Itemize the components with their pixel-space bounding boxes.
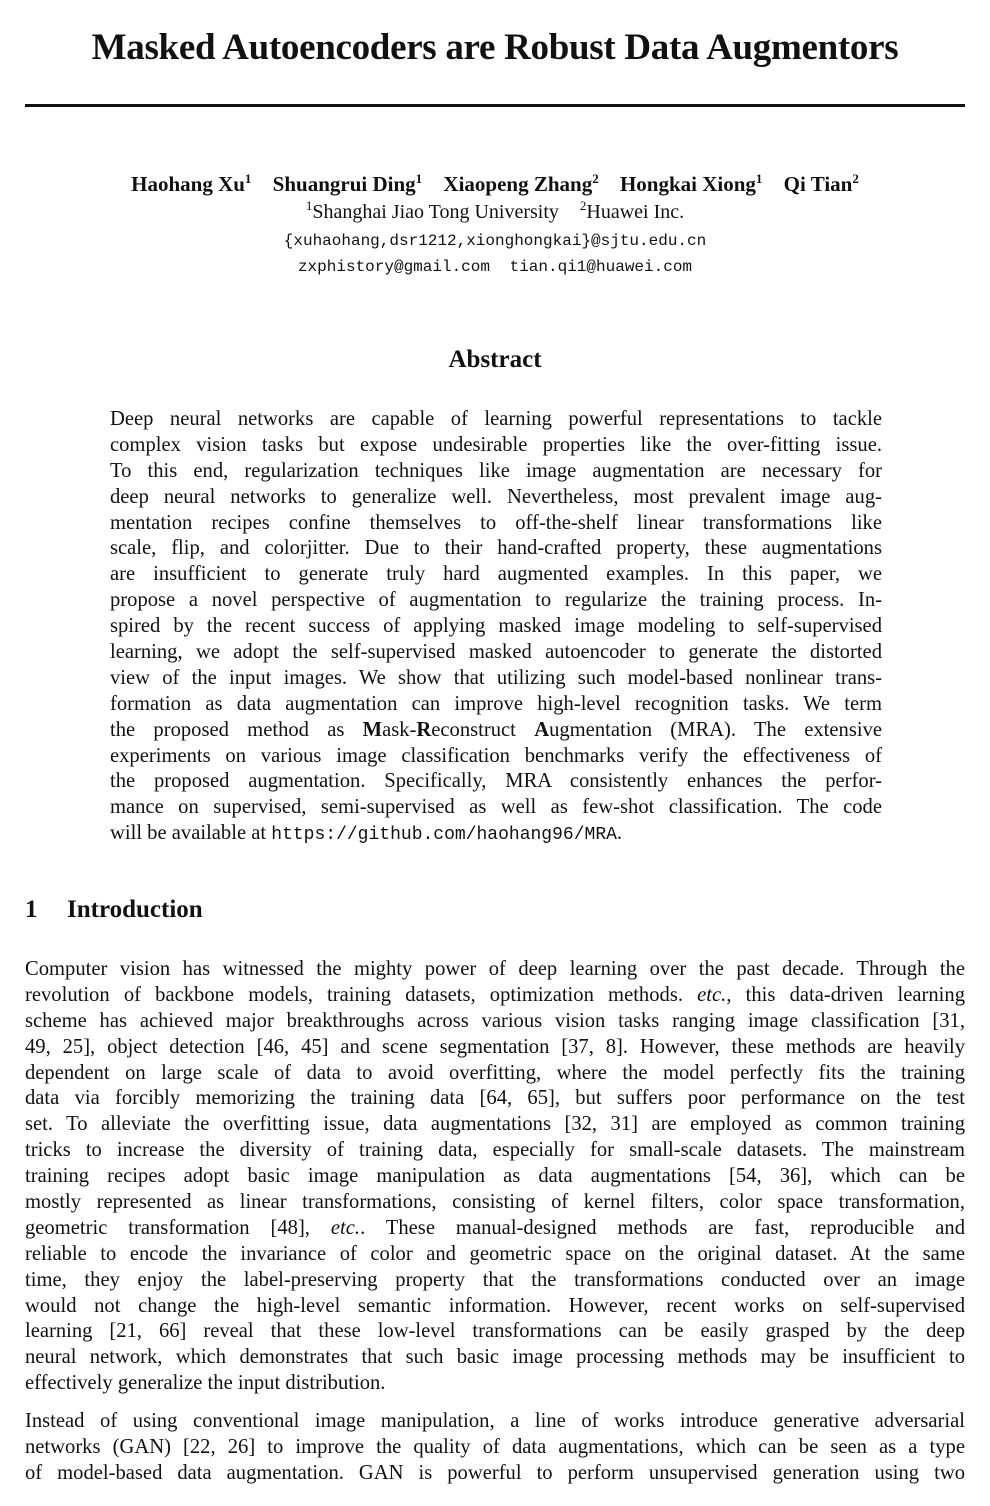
body-line: tricks to increase the diversity of training data, especially for small-scale datasets. The mainstream bbox=[25, 1139, 965, 1162]
body-line: would not change the high-level semantic information. However, recent works on self-supervised bbox=[25, 1294, 965, 1317]
abstract-line-mra: the proposed method as Mask-Reconstruct Augmentation (MRA). The extensive bbox=[110, 718, 883, 741]
abstract-body bbox=[110, 407, 882, 847]
body-line: effectively generalize the input distribution. bbox=[25, 1372, 386, 1395]
body-line: reliable to encode the invariance of color and geometric space on the original dataset. At the same bbox=[25, 1242, 965, 1265]
body-line: of model-based data augmentation. GAN is powerful to perform unsupervised generation using two bbox=[25, 1461, 965, 1484]
section-number: 1 bbox=[25, 896, 38, 923]
body-line: dependent on large scale of data to avoid overfitting, where the model perfectly fits the training bbox=[25, 1061, 965, 1084]
affiliation: $^1$Shanghai Jiao Tong University bbox=[305, 198, 559, 223]
section-heading bbox=[25, 896, 203, 924]
abstract-line: experiments on various image classification benchmarks verify the effectiveness of bbox=[110, 744, 882, 767]
body-line: 49, 25], object detection [46, 45] and scene segmentation [37, 8]. However, these methods are heavily bbox=[25, 1035, 965, 1058]
body-line: neural network, which demonstrates that such basic image processing methods may be insufficient to bbox=[25, 1346, 965, 1369]
abstract-line: spired by the recent success of applying masked image modeling to self-supervised bbox=[110, 615, 882, 638]
email: tian.qi1@huawei.com bbox=[509, 258, 693, 276]
body-line: scheme has achieved major breakthroughs across various vision tasks ranging image classification [31, bbox=[25, 1009, 965, 1032]
abstract-line: learning, we adopt the self-supervised masked autoencoder to generate the distorted bbox=[110, 641, 882, 664]
abstract-heading: Abstract bbox=[448, 346, 542, 373]
author-list bbox=[0, 172, 990, 197]
code-url-link[interactable]: https://github.com/haohang96/MRA bbox=[271, 825, 617, 846]
body-line: revolution of backbone models, training datasets, optimization methods. etc., this data-driven learning bbox=[25, 983, 965, 1006]
abstract-line: To this end, regularization techniques like image augmentation are necessary for bbox=[110, 459, 882, 482]
abstract-line: are insufficient to generate truly hard augmented examples. In this paper, we bbox=[110, 563, 882, 586]
abstract-line: deep neural networks to generalize well. Nevertheless, most prevalent image aug- bbox=[110, 485, 882, 508]
intro-paragraph-1 bbox=[25, 957, 965, 1397]
email-line bbox=[0, 258, 990, 276]
email-line: {xuhaohang,dsr1212,xionghongkai}@sjtu.edu.cn bbox=[283, 232, 707, 250]
body-line: Computer vision has witnessed the mighty power of deep learning over the past decade. Through the bbox=[25, 958, 965, 980]
body-line: mostly represented as linear transformations, consisting of kernel filters, color space transformation, bbox=[25, 1191, 965, 1214]
abstract-line: the proposed augmentation. Specifically, MRA consistently enhances the perfor- bbox=[110, 770, 882, 793]
section-title: Introduction bbox=[67, 896, 203, 923]
abstract-line: formation as data augmentation can improve high-level recognition tasks. We term bbox=[110, 692, 882, 715]
body-line: learning [21, 66] reveal that these low-level transformations can be easily grasped by the deep bbox=[25, 1320, 965, 1343]
abstract-line: Deep neural networks are capable of learning powerful representations to tackle bbox=[110, 408, 882, 430]
title-rule bbox=[25, 104, 965, 107]
abstract-line: mance on supervised, semi-supervised as well as few-shot classification. The code bbox=[110, 796, 882, 819]
author: Hongkai Xiong$^1$ bbox=[619, 171, 763, 196]
abstract-line: propose a novel perspective of augmentation to regularize the training process. In- bbox=[110, 589, 882, 612]
body-line: training recipes adopt basic image manipulation as data augmentations [54, 36], which can be bbox=[25, 1165, 965, 1188]
body-line: time, they enjoy the label-preserving property that the transformations conducted over an image bbox=[25, 1268, 965, 1291]
intro-paragraph-2 bbox=[25, 1409, 965, 1487]
body-line: Instead of using conventional image manipulation, a line of works introduce generative adversarial bbox=[25, 1410, 965, 1432]
abstract-line-last: will be available at https://github.com/haohang96/MRA. bbox=[110, 822, 623, 846]
paper-title: Masked Autoencoders are Robust Data Augmentors bbox=[91, 27, 899, 68]
author: Qi Tian$^2$ bbox=[783, 171, 859, 196]
body-line: geometric transformation [48], etc.. These manual-designed methods are fast, reproducible and bbox=[25, 1216, 965, 1239]
author: Shuangrui Ding$^1$ bbox=[272, 171, 423, 196]
body-line: data via forcibly memorizing the training data [64, 65], but suffers poor performance on the test bbox=[25, 1087, 965, 1110]
body-line: set. To alleviate the overfitting issue, data augmentations [32, 31] are employed as common training bbox=[25, 1113, 965, 1136]
affiliations bbox=[0, 198, 990, 224]
body-line: networks (GAN) [22, 26] to improve the quality of data augmentations, which can be seen as a type bbox=[25, 1435, 965, 1458]
abstract-line: scale, flip, and colorjitter. Due to their hand-crafted property, these augmentations bbox=[110, 537, 882, 560]
abstract-line: view of the input images. We show that utilizing such model-based nonlinear trans- bbox=[110, 666, 882, 689]
abstract-line: complex vision tasks but expose undesirable properties like the over-fitting issue. bbox=[110, 433, 882, 456]
author: Xiaopeng Zhang$^2$ bbox=[443, 171, 599, 196]
abstract-line: mentation recipes confine themselves to off-the-shelf linear transformations like bbox=[110, 511, 882, 534]
email: zxphistory@gmail.com bbox=[297, 258, 490, 276]
author: Haohang Xu$^1$ bbox=[131, 171, 252, 196]
affiliation: $^2$Huawei Inc. bbox=[579, 198, 685, 223]
